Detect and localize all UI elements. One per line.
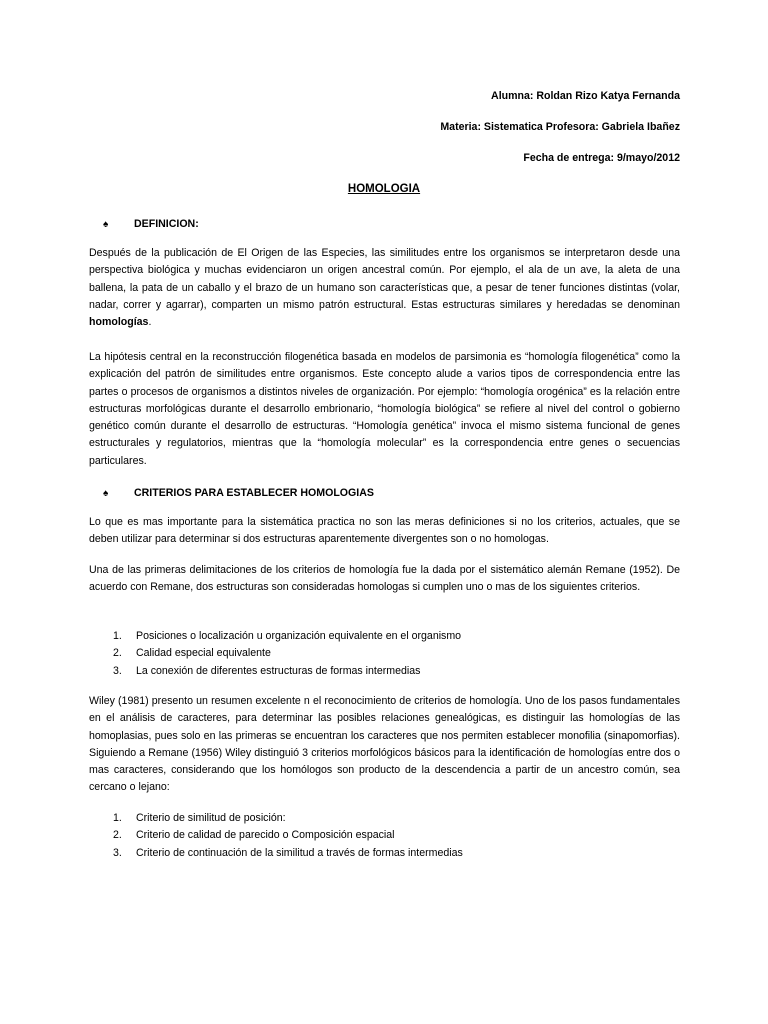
bold-term: homologías: [89, 316, 149, 329]
section-heading-definicion: [103, 218, 199, 230]
subject-line: Materia: Sistematica Profesora: Gabriela Ibañez: [440, 121, 680, 133]
section-heading-text: DEFINICION:: [134, 218, 199, 230]
paragraph-wiley: Wiley (1981) presento un resumen excelente n el reconocimiento de criterios de homología. Uno de los pasos fundamentales en el análisis de caracteres, para determinar las posibles relaciones genealógicas, es distinguir las homologías de las homoplasias, pues solo en las primeras se encuentran los caracteres que nos permiten establecer monofilia (sinapomorfias). Siguiendo a Remane (1956) Wiley distinguió 3 criterios morfológicos básicos para la identificación de homologías entre dos o mas caracteres, considerando que los homólogos son producto de la descendencia a partir de un ancestro común, sea cercano o lejano:: [89, 695, 680, 794]
list-item: 1. Criterio de similitud de posición:: [113, 812, 286, 824]
paragraph-hypothesis: La hipótesis central en la reconstrucción filogenética basada en modelos de parsimonia es “homología filogenética” como la explicación del patrón de similitudes entre organismos. Este concepto alude a varios tipos de correspondencia entre las partes o procesos de organismos a distintos niveles de organización. Por ejemplo: “homología orogénica” es la relación entre estructuras morfológicas durante el desarrollo embrionario, “homología biológica” se refiere al nivel del control o gobierno genético común durante el desarrollo de estructuras. “Homología genética” invoca el mismo sistema funcional de genes estructurales y regulatorios, mientras que la “homología molecular” es la correspondencia entre genes o secuencias particulares.: [89, 351, 680, 467]
due-date-line: Fecha de entrega: 9/mayo/2012: [523, 152, 680, 164]
list-item: 2. Criterio de calidad de parecido o Composición espacial: [113, 829, 395, 842]
page-title: HOMOLOGIA: [347, 183, 421, 195]
list-item: 3. Criterio de continuación de la similitud a través de formas intermedias: [113, 846, 463, 859]
student-name-line: Alumna: Roldan Rizo Katya Fernanda: [491, 90, 680, 102]
remane-criteria-list: [113, 628, 461, 680]
paragraph-definition: [89, 245, 680, 331]
paragraph-remane: Una de las primeras delimitaciones de los criterios de homología fue la dada por el sistemático alemán Remane (1952). De acuerdo con Remane, dos estructuras son consideradas homologas si cumplen uno o mas de los siguientes criterios.: [89, 564, 680, 594]
list-item: 1. Posiciones o localización u organización equivalente en el organismo: [113, 630, 462, 642]
paragraph-text: Después de la publicación de El Origen de las Especies, las similitudes entre los organismos se interpretaron desde una perspectiva biológica y muchas evidenciaron un origen ancestral común. Por ejemplo, el ala de un ave, la aleta de una ballena, la pata de un caballo y el brazo de un humano son características que, a pesar de tener funciones distintas (volar, nadar, correr y agarrar), comparten un mismo patrón estructural. Estas estructuras similares y heredadas se denominan: [89, 247, 680, 311]
list-item: 3. La conexión de diferentes estructuras de formas intermedias: [113, 664, 421, 677]
section-heading-text: CRITERIOS PARA ESTABLECER HOMOLOGIAS: [134, 487, 374, 499]
paragraph-criteria-intro: Lo que es mas importante para la sistemática practica no son las meras definiciones si no los criterios, actuales, que se deben utilizar para determinar si dos estructuras aparentemente divergentes son o no homologas.: [89, 516, 680, 546]
spade-bullet-icon: ♠: [103, 488, 109, 499]
paragraph-end: .: [148, 316, 152, 329]
spade-bullet-icon: ♠: [103, 219, 109, 230]
wiley-criteria-list: [113, 810, 463, 862]
list-item: 2. Calidad especial equivalente: [113, 647, 271, 660]
section-heading-criterios: [103, 487, 374, 499]
